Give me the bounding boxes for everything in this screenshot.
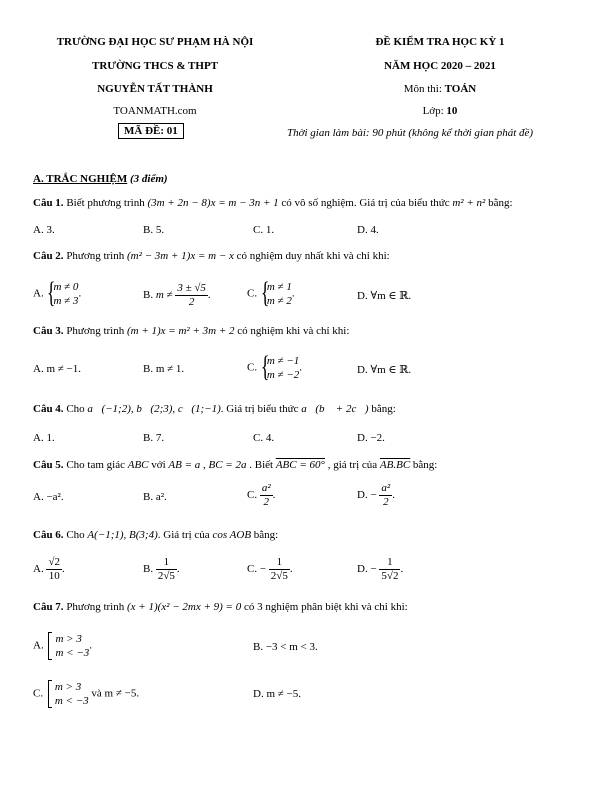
q5-d-fraction	[379, 482, 392, 509]
q7-option-b[interactable]: B. −3 < m < 3.	[253, 641, 318, 653]
q1-post: bằng:	[485, 197, 513, 209]
q5-cond1: AB = a	[168, 459, 201, 471]
q5-c-num: a²	[261, 482, 271, 494]
q7-option-d[interactable]: D. m ≠ −5.	[253, 688, 301, 700]
q6-option-c[interactable]: C. − $\frac{1}{2√5}$ .	[247, 556, 293, 582]
q7-eq: (x + 1)(x² − 2mx + 9) = 0	[126, 601, 242, 613]
grade: 10	[446, 105, 458, 117]
q2-c-line2: m ≠ 2	[266, 295, 292, 307]
q6-b-den: 2√5	[157, 570, 175, 582]
q4-expr: a⃗(b⃗ + 2c⃗)	[301, 403, 369, 415]
q2-b-pre: m ≠	[155, 289, 173, 302]
q2-label: Câu 2.	[33, 250, 64, 262]
q2-option-b[interactable]: B. m ≠ $\frac{3 \pm √5}{2}$ .	[143, 282, 211, 308]
q2-post: có nghiệm duy nhất khi và chỉ khi:	[233, 250, 390, 262]
school-branch: NGUYỄN TẤT THÀNH	[97, 83, 213, 95]
question-3	[33, 325, 349, 337]
q2-eq: (m² − 3m + 1)x = m − x	[126, 250, 234, 262]
q5-option-c[interactable]: C. $\frac{\text{a²}}{2}$ .	[247, 482, 276, 508]
q5-option-b[interactable]: B. a².	[143, 491, 167, 503]
q4-option-a[interactable]: A. 1.	[33, 432, 55, 444]
school-sub: TRƯỜNG THCS & THPT	[91, 60, 218, 72]
q2-option-d[interactable]: D. ∀m ∈ ℝ.	[357, 290, 412, 302]
q5-c-label: C.	[247, 489, 258, 502]
q6-a-den: 10	[48, 570, 60, 582]
q5-label: Câu 5.	[33, 459, 64, 471]
q5-c-den: 2	[263, 496, 269, 508]
q6-c-den: 2√5	[270, 570, 288, 582]
q1-eq: (3m + 2n − 8)x = m − 3n + 1	[147, 197, 279, 209]
q5-c-fraction	[260, 482, 273, 509]
q6-d-label: D. −	[357, 563, 377, 576]
q2-a-label: A.	[33, 287, 44, 300]
subject: TOÁN	[444, 83, 477, 95]
section-title	[33, 173, 168, 185]
q3-c-label: C.	[247, 361, 258, 374]
q5-mid2: . Biết	[246, 459, 276, 471]
q6-pre: Cho	[63, 529, 88, 541]
q6-d-den: 5√2	[381, 570, 399, 582]
q4-pre: Cho	[63, 403, 88, 415]
q4-mid: . Giá trị biểu thức	[220, 403, 302, 415]
q5-mid1: với	[148, 459, 169, 471]
q6-points: A(−1;1), B(3;4)	[87, 529, 158, 541]
q7-c-label: C.	[33, 687, 44, 700]
q6-a-label: A.	[33, 563, 44, 576]
q5-triangle: ABC	[127, 459, 149, 471]
q5-angle: ABC = 60°	[275, 459, 325, 471]
q7-c-line2: m < −3	[54, 695, 89, 707]
q2-b-fraction	[175, 282, 208, 309]
q2-c-system	[260, 280, 292, 308]
q3-c-system	[260, 354, 299, 382]
question-5	[33, 459, 437, 471]
q6-option-a[interactable]: A. $\frac{√2}{10}$ .	[33, 556, 65, 582]
q7-label: Câu 7.	[33, 601, 64, 613]
q7-a-line2: m < −3	[55, 647, 90, 659]
q6-c-label: C. −	[247, 563, 267, 576]
q4-post: bằng:	[368, 403, 396, 415]
q1-option-d[interactable]: D. 4.	[357, 224, 379, 236]
q5-d-num: a²	[381, 482, 391, 494]
q4-option-d[interactable]: D. −2.	[357, 432, 385, 444]
q3-pre: Phương trình	[63, 325, 127, 337]
q2-b-num: 3 ± √5	[177, 282, 206, 294]
q3-option-a[interactable]: A. m ≠ −1.	[33, 363, 81, 375]
q6-mid: . Giá trị của	[157, 529, 213, 541]
q1-option-b[interactable]: B. 5.	[143, 224, 165, 236]
q6-b-label: B.	[143, 563, 154, 576]
q7-option-a[interactable]: A. m > 3 m < −3 .	[33, 633, 92, 659]
q2-option-a[interactable]: A. { m ≠ 0 m ≠ 3 .	[33, 280, 81, 308]
q3-option-b[interactable]: B. m ≠ 1.	[143, 363, 185, 375]
q7-a-label: A.	[33, 639, 44, 652]
q5-option-a[interactable]: A. −a².	[33, 491, 64, 503]
q2-b-label: B.	[143, 289, 154, 302]
question-7	[33, 601, 408, 613]
q7-c-line1: m > 3	[54, 681, 82, 693]
q6-option-b[interactable]: B. $\frac{1}{2√5}$ .	[143, 556, 180, 582]
q4-option-b[interactable]: B. 7.	[143, 432, 165, 444]
q7-pre: Phương trình	[63, 601, 127, 613]
q7-a-line1: m > 3	[55, 633, 82, 645]
q3-c-line1: { m ≠ −1	[266, 355, 300, 367]
site-name: TOANMATH.com	[113, 105, 197, 117]
q5-sep: ,	[200, 459, 209, 471]
q3-c-line2: m ≠ −2	[266, 369, 300, 381]
q7-post: có 3 nghiệm phân biệt khi và chỉ khi:	[241, 601, 408, 613]
q1-pre: Biết phương trình	[63, 197, 148, 209]
q7-a-system	[48, 632, 89, 660]
q1-expr: m² + n²	[452, 197, 486, 209]
question-1	[33, 197, 513, 209]
q2-c-label: C.	[247, 287, 258, 300]
q7-option-c[interactable]	[33, 680, 139, 708]
grade-line	[320, 105, 560, 117]
q5-option-d[interactable]: D. − $\frac{\text{a²}}{2}$ .	[357, 482, 395, 508]
exam-title: ĐỀ KIỂM TRA HỌC KỲ 1	[375, 36, 505, 48]
q6-c-num: 1	[269, 556, 290, 570]
subject-label: Môn thi:	[403, 83, 445, 95]
q1-label: Câu 1.	[33, 197, 64, 209]
q6-expr: cos AOB	[212, 529, 252, 541]
q4-label: Câu 4.	[33, 403, 64, 415]
q6-c-fraction	[269, 556, 290, 583]
q5-d-den: 2	[383, 496, 389, 508]
q2-b-den: 2	[188, 296, 195, 308]
q2-c-line1: { m ≠ 1	[266, 281, 292, 293]
q2-a-line2: m ≠ 3	[53, 295, 79, 307]
q2-pre: Phương trình	[63, 250, 127, 262]
school-year: NĂM HỌC 2020 – 2021	[384, 60, 496, 72]
q6-d-fraction	[379, 556, 400, 583]
q6-option-d[interactable]: D. − $\frac{1}{5√2}$ .	[357, 556, 404, 582]
q4-option-c[interactable]: C. 4.	[253, 432, 275, 444]
subject-line	[320, 83, 560, 95]
q5-dot-product: AB.BC	[379, 459, 411, 471]
q7-c-system	[48, 680, 89, 708]
q6-a-fraction	[46, 556, 62, 583]
q6-b-num: 1	[156, 556, 177, 570]
q3-option-d[interactable]: D. ∀m ∈ ℝ.	[357, 364, 412, 376]
question-6	[33, 529, 278, 541]
q1-option-c[interactable]: C. 1.	[253, 224, 275, 236]
q3-option-c[interactable]: C. { m ≠ −1 m ≠ −2 .	[247, 354, 302, 382]
q6-label: Câu 6.	[33, 529, 64, 541]
q2-a-line1: { m ≠ 0	[53, 281, 79, 293]
q5-cond2: BC = 2a	[208, 459, 247, 471]
section-title-text: A. TRẮC NGHIỆM	[33, 173, 128, 185]
q3-post: có nghiệm khi và chỉ khi:	[234, 325, 350, 337]
section-points: (3 điểm)	[129, 173, 168, 185]
exam-code: MÃ ĐỀ: 01	[118, 123, 184, 139]
q6-d-num: 1	[379, 556, 400, 570]
grade-label: Lớp:	[422, 105, 447, 117]
school-name: TRƯỜNG ĐẠI HỌC SƯ PHẠM HÀ NỘI	[56, 36, 254, 48]
question-4	[33, 403, 396, 415]
q5-post: bằng:	[410, 459, 438, 471]
q4-vectors: a⃗(−1;2), b⃗(2;3), c⃗(1;−1)	[87, 403, 221, 415]
question-2	[33, 250, 390, 262]
q6-a-num: √2	[48, 556, 60, 568]
q7-c-post: và m ≠ −5.	[88, 687, 140, 700]
q5-pre: Cho tam giác	[63, 459, 128, 471]
q6-post: bằng:	[251, 529, 279, 541]
q2-a-system	[46, 280, 78, 308]
q1-option-a[interactable]: A. 3.	[33, 224, 55, 236]
q5-mid3: , giá trị của	[324, 459, 380, 471]
q6-b-fraction	[156, 556, 177, 583]
q2-option-c[interactable]: C. { m ≠ 1 m ≠ 2 .	[247, 280, 295, 308]
q3-eq: (m + 1)x = m² + 3m + 2	[126, 325, 235, 337]
q1-mid: có vô số nghiệm. Giá trị của biểu thức	[278, 197, 453, 209]
q5-d-label: D. −	[357, 489, 377, 502]
q3-label: Câu 3.	[33, 325, 64, 337]
time-note: Thời gian làm bài: 90 phút (không kể thời gian phát đề)	[287, 127, 534, 139]
